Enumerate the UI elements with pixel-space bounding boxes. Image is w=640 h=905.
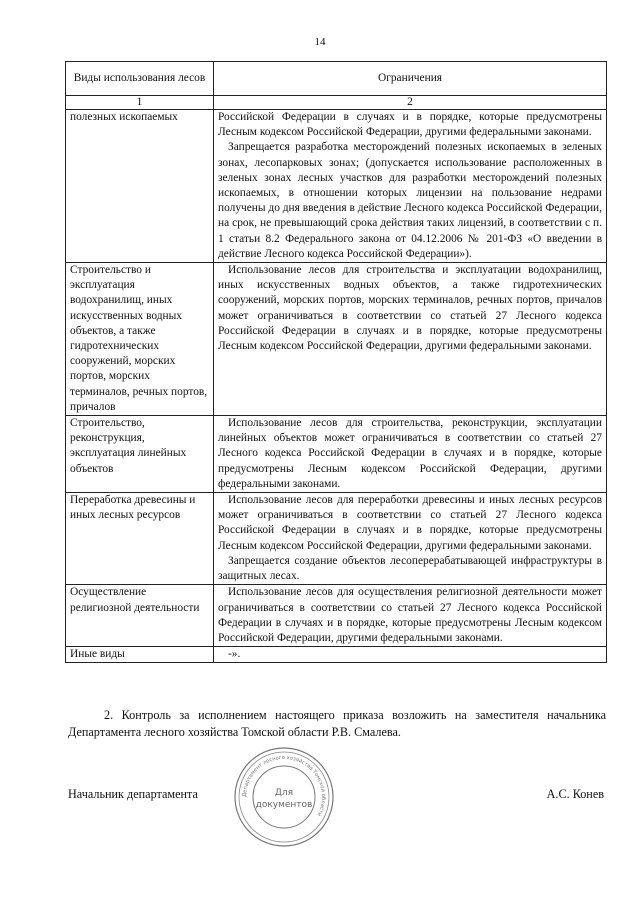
stamp-seal [232, 745, 336, 849]
usage-type-cell: Иные виды [66, 647, 214, 663]
usage-type-cell: Осуществление религиозной деятельности [66, 585, 214, 647]
table-row [66, 110, 607, 263]
restriction-cell [214, 585, 607, 647]
table-row [66, 585, 607, 647]
page-number: 14 [314, 36, 326, 48]
table-row [66, 263, 607, 416]
signature-title: Начальник департамента [68, 787, 198, 801]
header-usage-types: Виды использования лесов [66, 62, 214, 96]
restriction-cell [214, 110, 607, 263]
restriction-paragraph: Использование лесов для строительства и эксплуатации водохранилищ, иных искусственных водных объектов, а также гидротехнических сооружений, морских портов, морских терминалов, речных портов, причалов может ограничиваться в соответствии со статьей 27 Лесного кодекса Российской Федерации в случаях и в порядке, которые предусмотрены Лесным кодексом Российской Федерации, другими федеральными законами. [218, 264, 602, 353]
restriction-cell [214, 263, 607, 416]
usage-type-cell: Строительство и эксплуатация водохранилищ, иных искусственных водных объектов, а также гидротехнических сооружений, морских портов, морских терминалов, речных портов, причалов [66, 263, 214, 416]
stamp-ring-text: Департамент лесного хозяйства Томской области [241, 754, 327, 817]
restriction-paragraph: Запрещается разработка месторождений полезных ископаемых в зеленых зонах, лесопарковых зонах; (допускается использование расположенных в зеленых зонах лесных участков для разработки месторождений полезных ископаемых, в отношении которых лицензии на пользование недрами получены до дня введения в действие Лесного кодекса Российской Федерации, на срок, не превышающий срока действия таких лицензий, в соответствии с п. 1 статьи 8.2 Федерального закона от 04.12.2006 № 201-ФЗ «О введении в действие Лесного кодекса Российской Федерации»). [218, 141, 602, 260]
table-row [66, 416, 607, 493]
restriction-paragraph: Использование лесов для строительства, реконструкции, эксплуатации линейных объектов может ограничиваться в соответствии со статьей 27 Лесного кодекса Российской Федерации в случаях и в порядке, которые предусмотрены Лесным кодексом Российской Федерации, другими федеральными законами. [218, 417, 602, 490]
column-number-1: 1 [66, 96, 214, 110]
stamp-center-line2: документов [255, 800, 313, 810]
restriction-paragraph: Использование лесов для осуществления религиозной деятельности может ограничиваться в соответствии со статьей 27 Лесного кодекса Российской Федерации в случаях и в порядке, которые предусмотрены Лесным кодексом Российской Федерации, другими федеральными законами. [218, 586, 602, 644]
restriction-cell [214, 493, 607, 585]
closing-paragraph [68, 707, 606, 741]
signature-name: А.С. Конев [546, 787, 604, 801]
header-restrictions: Ограничения [214, 62, 607, 96]
table-number-row [66, 96, 607, 110]
restriction-paragraph: -». [228, 648, 241, 661]
table-row [66, 647, 607, 663]
restriction-paragraph: Использование лесов для переработки древесины и иных лесных ресурсов может ограничиваться в соответствии со статьей 27 Лесного кодекса Российской Федерации в случаях и в порядке, которые предусмотрены Лесным кодексом Российской Федерации, другими федеральными законами. [218, 494, 602, 552]
table-row [66, 493, 607, 585]
usage-type-cell: полезных ископаемых [66, 110, 214, 263]
restriction-cell [214, 416, 607, 493]
column-number-2: 2 [214, 96, 607, 110]
restriction-paragraph: Российской Федерации в случаях и в порядке, которые предусмотрены Лесным кодексом Российской Федерации, другими федеральными законами. [218, 111, 602, 139]
restriction-paragraph: Запрещается создание объектов лесоперерабатывающей инфраструктуры в защитных лесах. [218, 554, 602, 583]
stamp-center-line1: Для [274, 788, 294, 798]
table-header-row [66, 62, 607, 96]
restrictions-table [65, 61, 607, 663]
usage-type-cell: Переработка древесины и иных лесных ресурсов [66, 493, 214, 585]
restriction-cell [214, 647, 607, 663]
usage-type-cell: Строительство, реконструкция, эксплуатация линейных объектов [66, 416, 214, 493]
closing-paragraph-text: 2. Контроль за исполнением настоящего приказа возложить на заместителя начальника Департамента лесного хозяйства Томской области Р.В. Смалева. [68, 708, 606, 739]
